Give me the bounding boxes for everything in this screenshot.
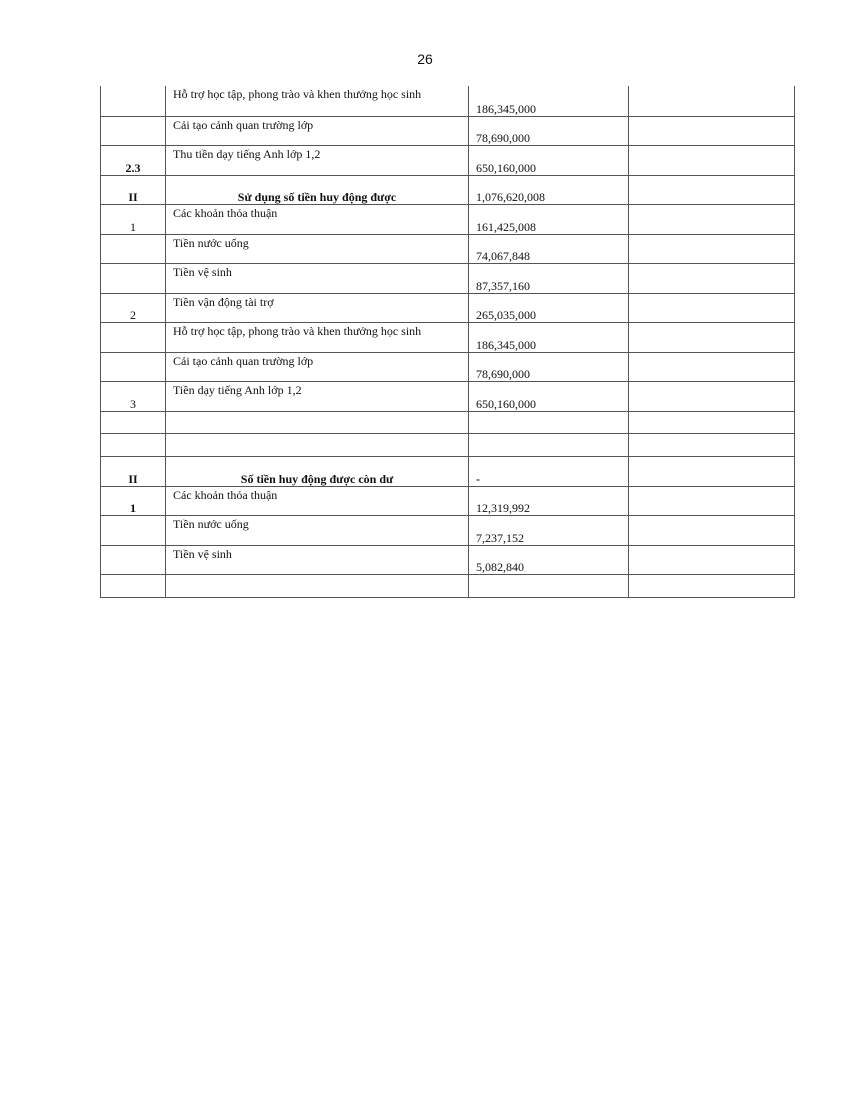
row-index: 2.3 [125,160,141,175]
index-cell [101,352,166,381]
table-row [101,86,795,116]
row-description: Hỗ trợ học tập, phong trào và khen thưởng học sinh [173,87,422,101]
finance-table [100,86,795,598]
row-amount: - [476,471,480,486]
row-description: Tiền vệ sinh [173,264,232,279]
index-cell [101,145,166,175]
description-cell [166,456,469,486]
note-cell [629,234,795,263]
description-cell [166,293,469,322]
description-cell [166,574,469,597]
row-index: 1 [130,500,136,515]
note-cell [629,574,795,597]
row-amount: 186,345,000 [476,337,536,352]
index-cell [101,293,166,322]
amount-cell [469,545,629,574]
amount-cell [469,515,629,545]
note-cell [629,515,795,545]
row-amount: 186,345,000 [476,101,536,116]
amount-cell [469,116,629,145]
index-cell [101,234,166,263]
row-amount: 1,076,620,008 [476,189,545,204]
amount-cell [469,486,629,515]
row-description: Các khoản thỏa thuận [173,205,278,220]
amount-cell [469,145,629,175]
row-amount: 87,357,160 [476,278,530,293]
description-cell [166,545,469,574]
row-index: 1 [130,219,136,234]
row-description: Tiền vận động tài trợ [173,294,274,309]
note-cell [629,293,795,322]
table-row [101,145,795,175]
index-cell [101,433,166,456]
table-row [101,515,795,545]
row-amount: 7,237,152 [476,530,524,545]
row-amount: 650,160,000 [476,396,536,411]
note-cell [629,204,795,234]
description-cell [166,486,469,515]
note-cell [629,381,795,411]
amount-cell [469,433,629,456]
amount-cell [469,352,629,381]
index-cell [101,574,166,597]
note-cell [629,116,795,145]
row-amount: 265,035,000 [476,307,536,322]
section-index: II [128,471,138,486]
note-cell [629,433,795,456]
note-cell [629,411,795,433]
amount-cell [469,293,629,322]
index-cell [101,116,166,145]
row-amount: 78,690,000 [476,366,530,381]
amount-cell [469,204,629,234]
row-amount: 161,425,008 [476,219,536,234]
description-cell [166,322,469,352]
description-cell [166,263,469,293]
table-row [101,486,795,515]
amount-cell [469,322,629,352]
note-cell [629,263,795,293]
amount-cell [469,175,629,204]
index-cell [101,204,166,234]
table-row [101,456,795,486]
row-description: Thu tiền dạy tiếng Anh lớp 1,2 [173,146,321,161]
description-cell [166,204,469,234]
table-row [101,352,795,381]
index-cell [101,263,166,293]
row-description: Tiền nước uống [173,235,249,250]
index-cell [101,515,166,545]
row-description: Cải tạo cảnh quan trường lớp [173,353,314,368]
description-cell [166,116,469,145]
row-amount: 74,067,848 [476,248,530,263]
row-amount: 650,160,000 [476,160,536,175]
index-cell [101,381,166,411]
table-row [101,433,795,456]
table-row [101,234,795,263]
table-row [101,263,795,293]
note-cell [629,352,795,381]
index-cell [101,545,166,574]
row-amount: 12,319,992 [476,500,530,515]
index-cell [101,86,166,116]
note-cell [629,86,795,116]
amount-cell [469,574,629,597]
description-cell [166,86,469,116]
table-row [101,545,795,574]
row-description: Tiền vệ sinh [173,546,232,561]
amount-cell [469,381,629,411]
index-cell [101,411,166,433]
description-cell [166,234,469,263]
amount-cell [469,263,629,293]
table-row [101,293,795,322]
table-row [101,204,795,234]
page-number: 26 [417,51,433,67]
row-amount: 78,690,000 [476,130,530,145]
amount-cell [469,86,629,116]
note-cell [629,456,795,486]
amount-cell [469,456,629,486]
note-cell [629,175,795,204]
index-cell [101,175,166,204]
amount-cell [469,411,629,433]
description-cell [166,515,469,545]
row-description: Cải tạo cảnh quan trường lớp [173,117,314,132]
row-index: 3 [130,396,136,411]
description-cell [166,433,469,456]
table-row [101,411,795,433]
note-cell [629,486,795,515]
description-cell [166,175,469,204]
note-cell [629,545,795,574]
note-cell [629,322,795,352]
row-index: 2 [130,307,136,322]
table-row [101,381,795,411]
row-description: Tiền nước uống [173,516,249,531]
index-cell [101,456,166,486]
section-index: II [128,189,138,204]
index-cell [101,322,166,352]
description-cell [166,145,469,175]
description-cell [166,381,469,411]
table-row [101,116,795,145]
row-description: Hỗ trợ học tập, phong trào và khen thưởng học sinh [173,323,422,338]
section-heading: Sử dụng số tiền huy động được [237,189,397,204]
note-cell [629,145,795,175]
table-row [101,175,795,204]
amount-cell [469,234,629,263]
table-row [101,322,795,352]
description-cell [166,352,469,381]
row-amount: 5,082,840 [476,559,524,574]
index-cell [101,486,166,515]
table-row [101,574,795,597]
row-description: Tiền dạy tiếng Anh lớp 1,2 [173,382,302,397]
description-cell [166,411,469,433]
row-description: Các khoản thỏa thuận [173,487,278,502]
section-heading: Số tiền huy động được còn dư [240,471,394,486]
